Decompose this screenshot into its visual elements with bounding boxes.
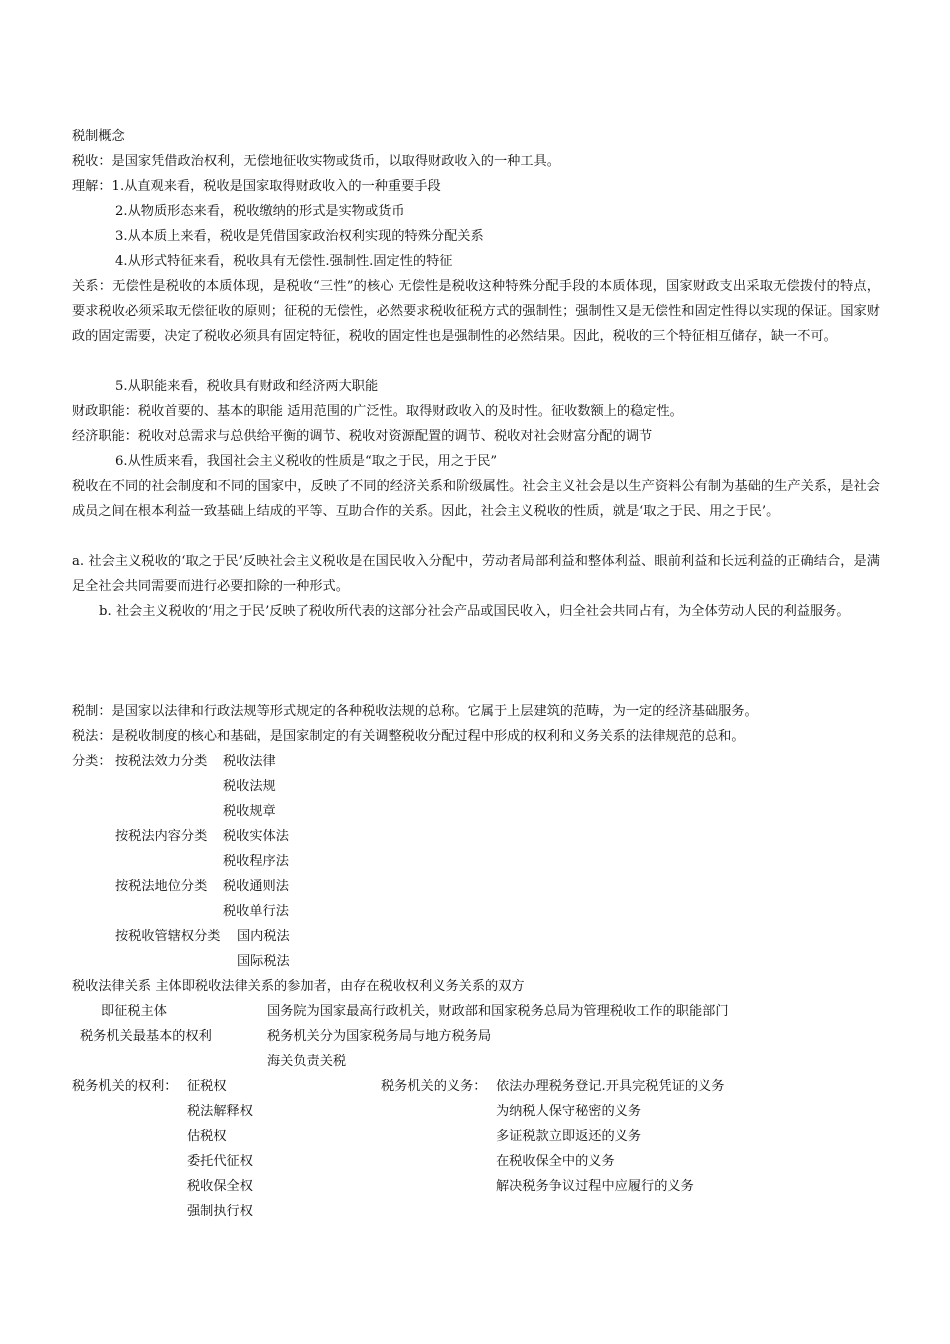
subject-right-1: 国务院为国家最高行政机关，财政部和国家税务总局为管理税收工作的职能部门 (267, 1004, 729, 1019)
classify-item: 国际税法 (237, 954, 290, 969)
classify-item: 税收法律 (223, 754, 276, 769)
duties-item: 为纳税人保守秘密的义务 (496, 1104, 642, 1119)
classify-item: 税收规章 (223, 804, 276, 819)
rights-item: 强制执行权 (187, 1204, 253, 1219)
economic-function: 经济职能：税收对总需求与总供给平衡的调节、税收对资源配置的调节、税收对社会财富分配的调节 (72, 429, 653, 444)
duties-item: 解决税务争议过程中应履行的义务 (496, 1179, 694, 1194)
legal-relation-line: 税收法律关系 主体即税收法律关系的参加者，由存在税收权利义务关系的双方 (72, 979, 525, 994)
understanding-2: 2.从物质形态来看，税收缴纳的形式是实物或货币 (115, 204, 405, 219)
subject-right-2: 税务机关分为国家税务局与地方税务局 (267, 1029, 492, 1044)
rights-item: 委托代征权 (187, 1154, 253, 1169)
classify-basis-jurisdiction: 按税收管辖权分类 (115, 929, 221, 944)
duties-item: 多证税款立即返还的义务 (496, 1129, 642, 1144)
subject-left-2: 税务机关最基本的权利 (80, 1029, 212, 1044)
duties-label: 税务机关的义务： (381, 1079, 487, 1094)
tax-law-definition: 税法：是税收制度的核心和基础，是国家制定的有关调整税收分配过程中形成的权利和义务关系的法律规范的总和。 (72, 729, 745, 744)
understanding-5: 5.从职能来看，税收具有财政和经济两大职能 (115, 379, 379, 394)
tax-system-definition: 税制：是国家以法律和行政法规等形式规定的各种税收法规的总称。它属于上层建筑的范畴，为一定的经济基础服务。 (72, 704, 758, 719)
classify-basis-content: 按税法内容分类 (115, 829, 208, 844)
page-title: 税制概念 (72, 129, 125, 144)
rights-item: 税法解释权 (187, 1104, 253, 1119)
nature-paragraph: 税收在不同的社会制度和不同的国家中，反映了不同的经济关系和阶级属性。社会主义社会是以生产资料公有制为基础的生产关系，是社会成员之间在根本利益一致基础上结成的平等、互助合作的关系。因此，社会主义税收的性质，就是‘取之于民、用之于民’。 (72, 479, 880, 519)
understanding-3: 3.从本质上来看，税收是凭借国家政治权利实现的特殊分配关系 (115, 229, 484, 244)
duties-item: 在税收保全中的义务 (496, 1154, 615, 1169)
point-a-paragraph: a. 社会主义税收的‘取之于民’反映社会主义税收是在国民收入分配中，劳动者局部利益和整体利益、眼前利益和长远利益的正确结合，是满足全社会共同需要而进行必要扣除的一种形式。 (72, 554, 880, 594)
subject-left-1: 即征税主体 (101, 1004, 167, 1019)
understanding-1: 理解：1.从直观来看，税收是国家取得财政收入的一种重要手段 (72, 179, 441, 194)
rights-item: 征税权 (187, 1079, 227, 1094)
relation-paragraph: 关系：无偿性是税收的本质体现，是税收“三性”的核心 无偿性是税收这种特殊分配手段的本质体现，国家财政支出采取无偿拨付的特点，要求税收必须采取无偿征收的原则；征税的无偿性，必然要求税收征税方式的强制性；强制性又是无偿性和固定性得以实现的保证。国家财政的固定需要，决定了税收必须具有固定特征，税收的固定性也是强制性的必然结果。因此，税收的三个特征相互储存，缺一不可。 (72, 279, 880, 344)
rights-item: 估税权 (187, 1129, 227, 1144)
duties-item: 依法办理税务登记.开具完税凭证的义务 (496, 1079, 725, 1094)
classify-item: 税收程序法 (223, 854, 289, 869)
rights-label: 税务机关的权利： (72, 1079, 178, 1094)
classify-item: 税收实体法 (223, 829, 289, 844)
classify-basis-status: 按税法地位分类 (115, 879, 208, 894)
understanding-4: 4.从形式特征来看，税收具有无偿性.强制性.固定性的特征 (115, 254, 453, 269)
classify-item: 税收单行法 (223, 904, 289, 919)
classify-item: 税收通则法 (223, 879, 289, 894)
subject-right-3: 海关负责关税 (267, 1054, 347, 1069)
fiscal-function: 财政职能：税收首要的、基本的职能 适用范围的广泛性。取得财政收入的及时性。征收数额上的稳定性。 (72, 404, 683, 419)
rights-item: 税收保全权 (187, 1179, 253, 1194)
classify-item: 国内税法 (237, 929, 290, 944)
classify-basis-effect: 按税法效力分类 (115, 754, 208, 769)
classify-item: 税收法规 (223, 779, 276, 794)
point-b-paragraph: b. 社会主义税收的‘用之于民’反映了税收所代表的这部分社会产品或国民收入，归全社会共同占有，为全体劳动人民的利益服务。 (99, 604, 850, 619)
understanding-6: 6.从性质来看，我国社会主义税收的性质是“取之于民，用之于民” (115, 454, 498, 469)
classify-prefix: 分类： (72, 754, 112, 769)
tax-definition: 税收：是国家凭借政治权利，无偿地征收实物或货币，以取得财政收入的一种工具。 (72, 154, 560, 169)
